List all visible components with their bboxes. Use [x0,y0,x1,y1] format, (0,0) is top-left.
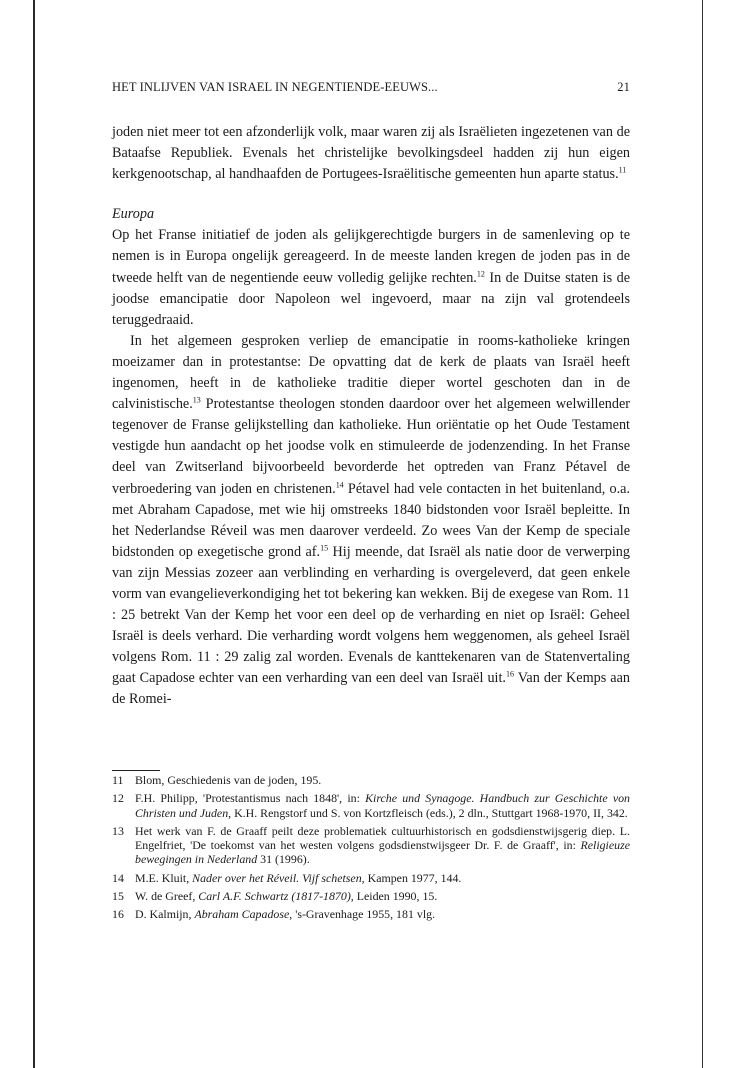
page-binding-edge-right [702,0,703,1068]
page-number: 21 [617,80,630,94]
footnote-15: 15 W. de Greef, Carl A.F. Schwartz (1817-1870), Leiden 1990, 15. [112,889,438,904]
footnote-11: 11 Blom, Geschiedenis van de joden, 195. [112,773,322,787]
running-title: HET INLIJVEN VAN ISRAEL IN NEGENTIENDE-EEUWS... [112,80,438,94]
paragraph-2: Op het Franse initiatief de joden als gelijkgerechtigde burgers in de samenleving op te nemen is in Europa ongelijk gereageerd. In de meeste landen kregen de joden pas in de tweede helft van de negentiende eeuw volledig gelijke rechten.$^{12}$ In de Duitse staten is de joodse emancipatie door Napoleon wel ingevoerd, maar na zijn val grotendeels teruggedraaid. [112,227,631,328]
footnote-separator [112,770,160,771]
footnote-ref-11[interactable]: 11 [618,165,627,175]
paragraph-1: joden niet meer tot een afzonderlijk volk, maar waren zij als Israëlieten ingezetenen van de Bataafse Republiek. Evenals het christelijke bevolkingsdeel hadden zij hun eigen kerkgenootschap, al handhaafden de Portugees-Israëlitische gemeenten hun aparte status.$^{11}$ [112,124,630,183]
section-heading: Europa [112,206,155,223]
footnote-14: 14 M.E. Kluit, Nader over het Réveil. Vijf schetsen, Kampen 1977, 144. [112,870,462,885]
body-text [112,122,630,711]
footnote-ref-15[interactable]: 15 [320,543,329,553]
footnote-ref-13[interactable]: 13 [192,395,201,405]
footnote-ref-16[interactable]: 16 [505,669,514,679]
page-binding-edge-left [33,0,35,1068]
footnote-ref-14[interactable]: 14 [335,479,344,489]
footnote-ref-12[interactable]: 12 [476,268,485,278]
footnotes [112,773,630,926]
footnote-13: 13 Het werk van F. de Graaff peilt deze problematiek cultuurhistorisch en godsdienstwijsgerig diep. L. Engelfriet, 'De toekomst van het westen volgens godsdienstwijsgeer Dr. F. de Graaff', in: Religieuze bewegingen in Nederland 31 (1996). [112,823,630,867]
footnote-12: 12 F.H. Philipp, 'Protestantismus nach 1848', in: Kirche und Synagoge. Handbuch zur Geschichte von Christen und Juden, K.H. Rengstorf und S. von Kortzfleisch (eds.), 2 dln., Stuttgart 1968-1970, II, 342. [112,791,630,820]
paragraph-3: In het algemeen gesproken verliep de emancipatie in rooms-katholieke kringen moeizamer dan in protestantse: De opvatting dat de kerk de plaats van Israël heeft ingenomen, heeft in de katholieke traditie dieper wortel geschoten dan in de calvinistische.$^{13}$ Protestantse theologen stonden daardoor over het algemeen welwillender tegenover de Franse gelijkstelling dan katholieke. Hun oriëntatie op het Oude Testament vestigde hun aandacht op het joodse volk en stimuleerde de jodenzending. In het Franse deel van Zwitserland bijvoorbeeld bevorderde het optreden van Franz Pétavel de verbroedering van joden en christenen.$^{14}$ Pétavel had vele contacten in het buitenland, o.a. met Abraham Capadose, met wie hij omstreeks 1840 bidstonden voor Israël bepleitte. In het Nederlandse Réveil was men daarover verdeeld. Zo wees Van der Kemp de speciale bidstonden op exegetische grond af.$^{15}$ Hij meende, dat Israël als natie door de verwerping van zijn Messias zozeer aan verblinding en verharding is overgeleverd, dat geen enkele vorm van evangelieverkondiging het tot bekering kan wekken. Bij de exegese van Rom. 11 : 25 betrekt Van der Kemp het voor een deel op de verharding en niet op Israël: Geheel Israël is deels verhard. Die verharding wordt volgens hem weggenomen, als geheel Israël volgens Rom. 11 : 29 zalig zal worden. Evenals de kanttekenaren van de Statenvertaling gaat Capadose echter van een verharding van een deel van Israël uit.$^{16}$ Van der Kemps aan de Romei- [112,332,630,708]
footnote-16: 16 D. Kalmijn, Abraham Capadose, 's-Gravenhage 1955, 181 vlg. [112,907,436,922]
